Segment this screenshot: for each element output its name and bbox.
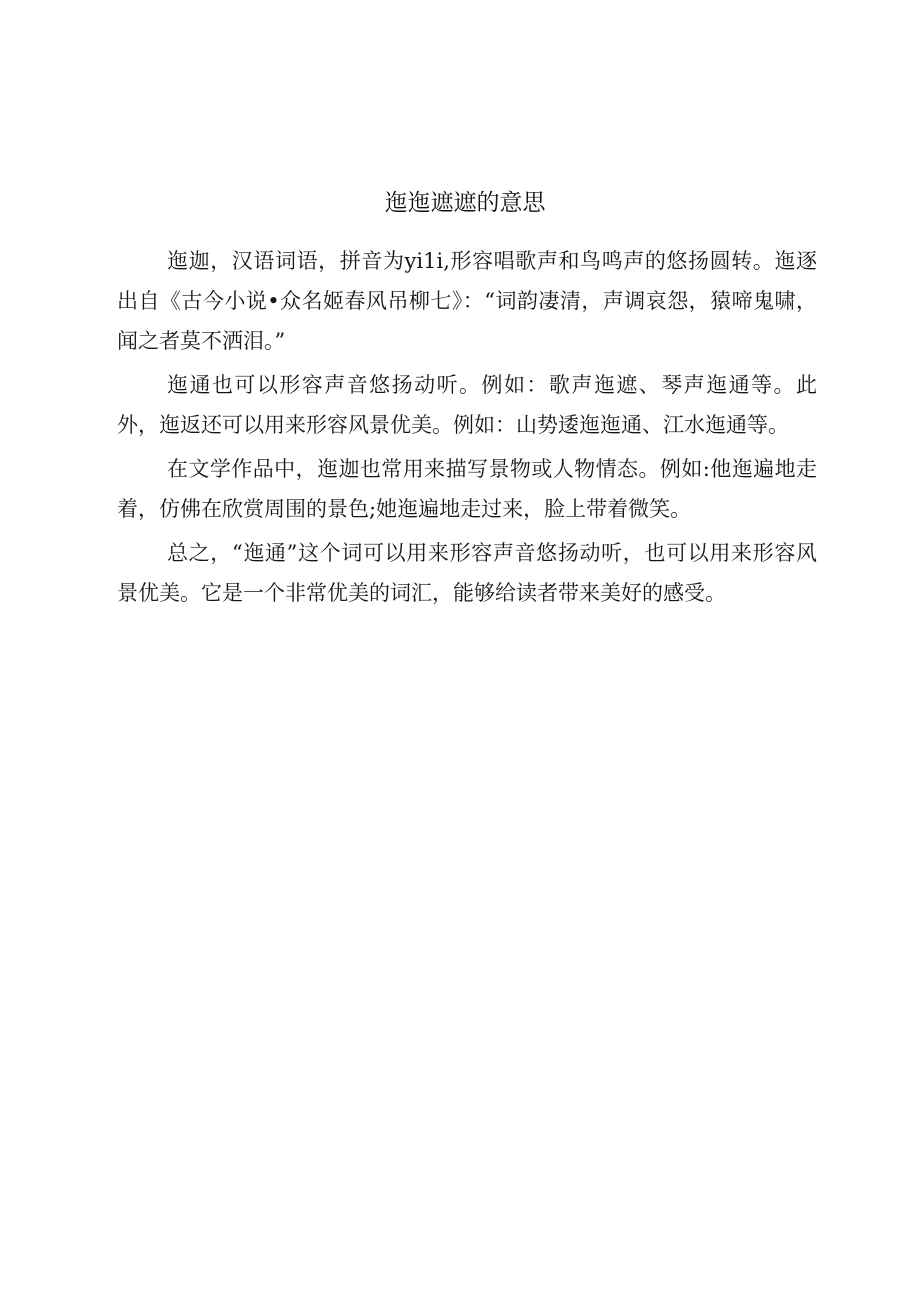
paragraph-1: 迤迦，汉语词语，拼音为yi1i,形容唱歌声和鸟鸣声的悠扬圆转。迤逐出自《古今小说•众名姬春风吊柳七》：“词韵凄清，声调哀怨，猿啼鬼啸，闻之者莫不洒泪。” [117,249,817,353]
document-title: 迤迤遮遮的意思 [384,190,546,216]
document-body [117,241,817,617]
paragraph-3: 在文学作品中，迤迦也常用来描写景物或人物情态。例如:他迤遍地走着，仿佛在欣赏周围的景色;她迤遍地走过来，脸上带着微笑。 [117,457,817,521]
paragraph-4: 总之，“迤通”这个词可以用来形容声音悠扬动听，也可以用来形容风景优美。它是一个非常优美的词汇，能够给读者带来美好的感受。 [117,541,817,605]
paragraph-2: 迤通也可以形容声音悠扬动听。例如：歌声迤遮、琴声迤通等。此外，迤返还可以用来形容风景优美。例如：山势逶迤迤通、江水迤通等。 [117,373,817,437]
